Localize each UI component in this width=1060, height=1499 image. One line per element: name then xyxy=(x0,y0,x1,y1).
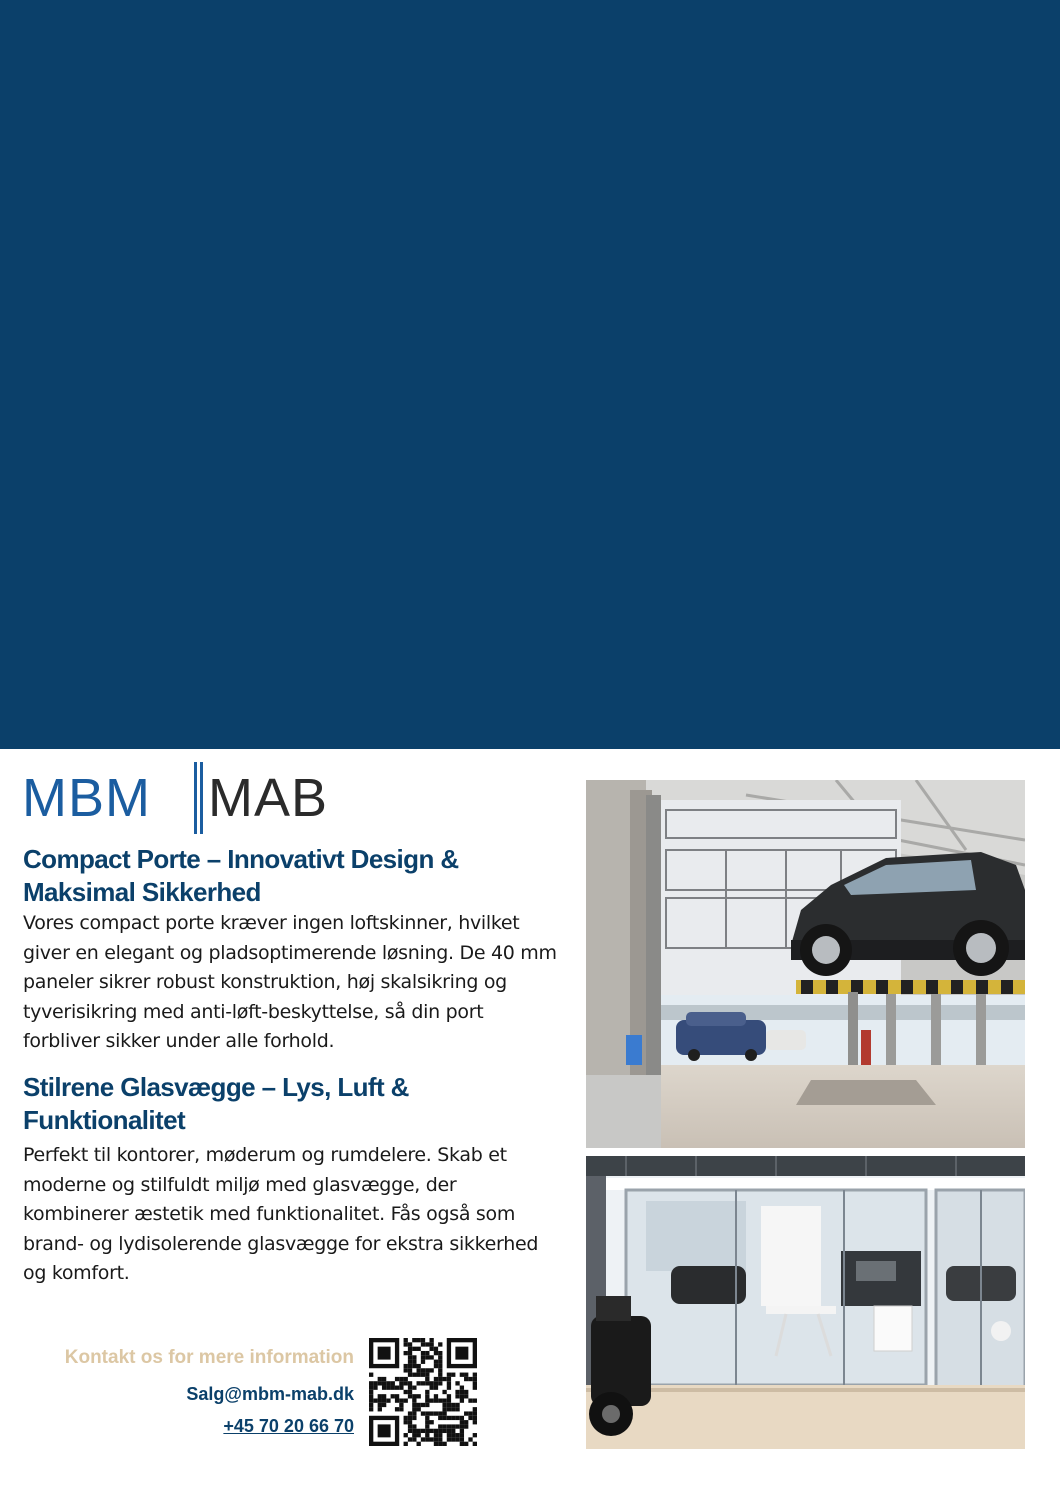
qr-code-icon xyxy=(369,1338,477,1446)
blue-cover-panel xyxy=(0,0,1060,749)
contact-phone-link[interactable]: +45 70 20 66 70 xyxy=(223,1416,354,1436)
glass-walls-photo xyxy=(586,1156,1025,1449)
compact-doors-text: Vores compact porte kræver ingen loftskinner, hvilket giver en elegant og pladsoptimerende løsning. De 40 mm paneler sikrer robust konstruktion, høj skalsikring og tyverisikring med anti-løft-beskyttelse, så din port forbliver sikker under alle forhold. xyxy=(23,912,557,1053)
logo-text-right: MAB xyxy=(208,768,329,828)
logo-divider-bar xyxy=(194,762,197,834)
contact-block xyxy=(24,1343,354,1441)
contact-email-link[interactable]: Salg@mbm-mab.dk xyxy=(186,1384,354,1404)
company-logo xyxy=(22,760,352,836)
garage-door-photo xyxy=(586,780,1025,1148)
logo-divider-bar xyxy=(200,762,203,834)
contact-lead: Kontakt os for mere information xyxy=(64,1347,354,1368)
glass-walls-text: Perfekt til kontorer, møderum og rumdelere. Skab et moderne og stilfuldt miljø med glasvægge, der kombinerer æstetik med funktionalitet. Fås også som brand- og lydisolerende glasvægge for ekstra sikkerhed og komfort. xyxy=(23,1143,539,1285)
compact-doors-heading: Compact Porte – Innovativt Design & Maksimal Sikkerhed xyxy=(23,844,459,907)
content-column xyxy=(23,843,558,1289)
glass-walls-heading: Stilrene Glasvægge – Lys, Luft & Funktionalitet xyxy=(23,1071,409,1135)
logo-text-left: MBM xyxy=(22,768,151,828)
